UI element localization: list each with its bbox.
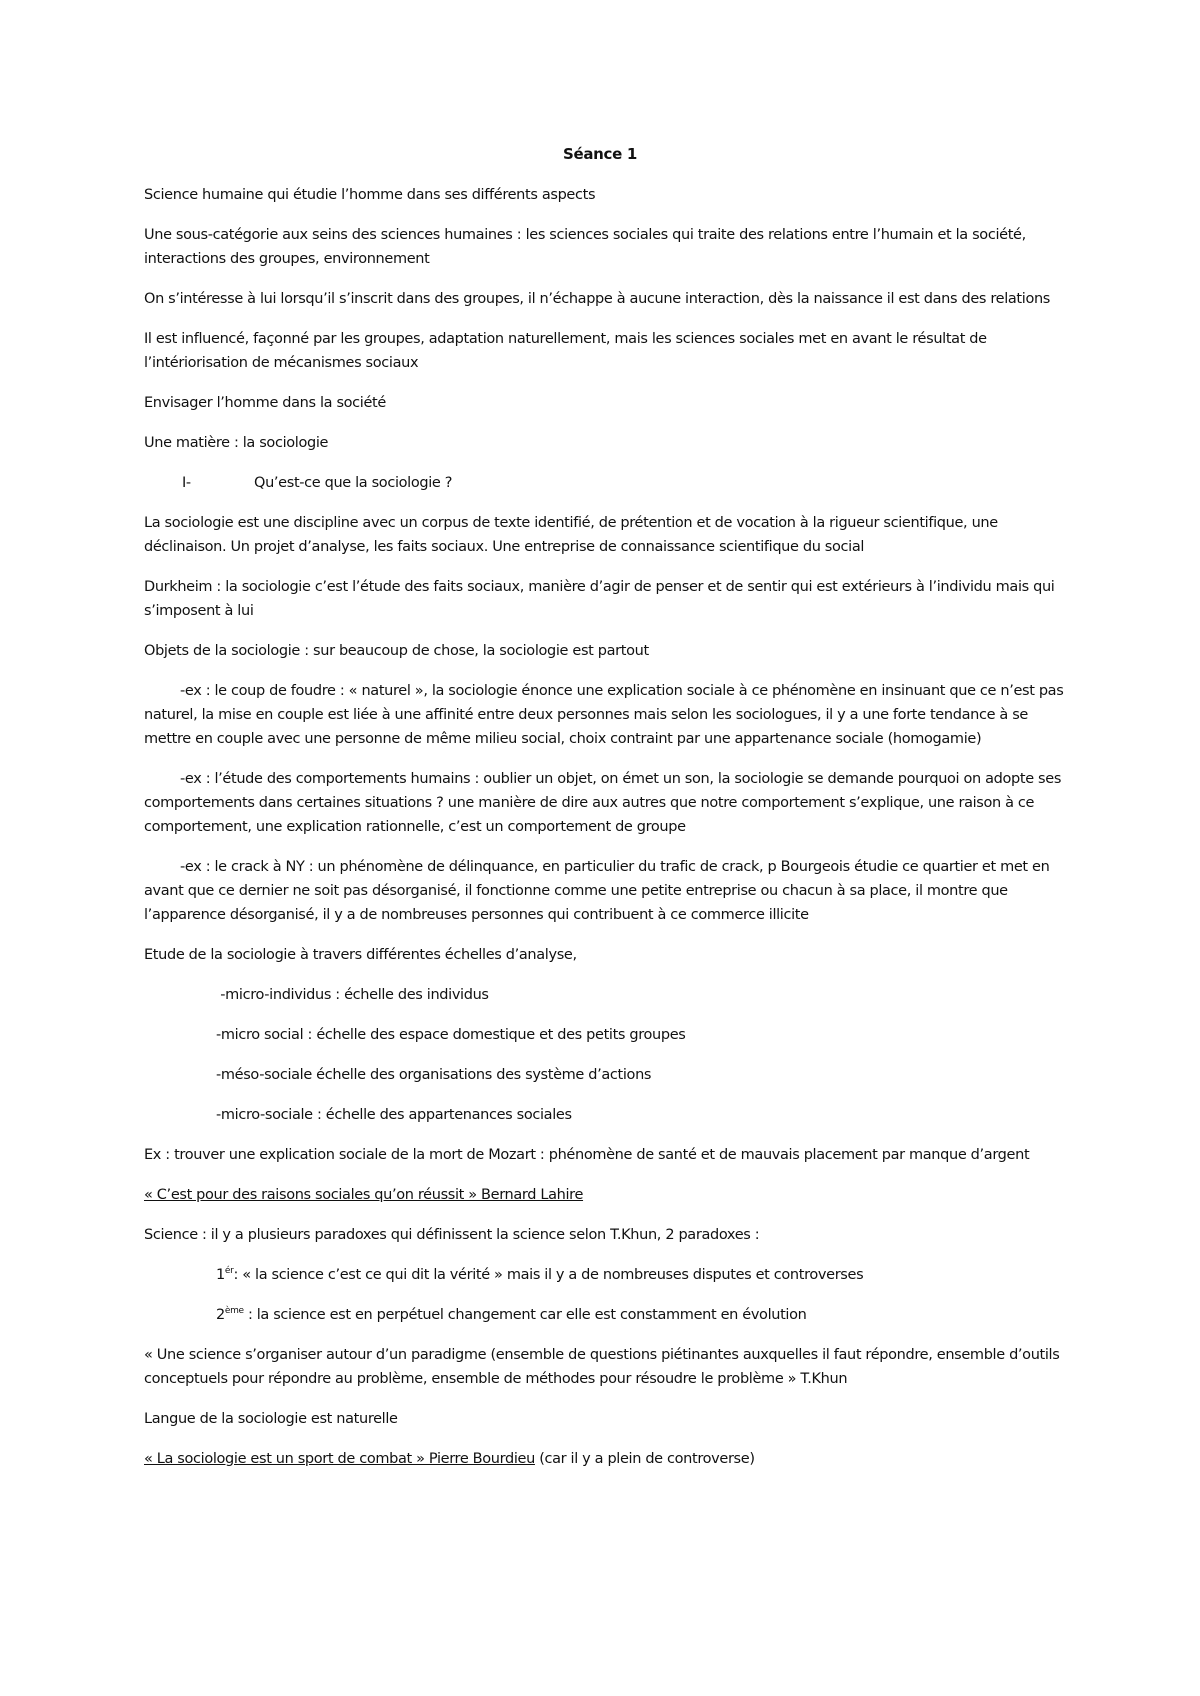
paragraph: « Une science s’organiser autour d’un paradigme (ensemble de questions piétinantes auxquelles il faut répondre, ensemble d’outils conceptuels pour répondre au problème, ensemble de méthodes pour résoudre le problème » T.Khun	[144, 1347, 1060, 1387]
example-paragraph: -ex : le coup de foudre : « naturel », la sociologie énonce une explication sociale à ce phénomène en insinuant que ce n’est pas naturel, la mise en couple est liée à une affinité entre deux personnes mais selon les sociologues, il y a une forte tendance à se mettre en couple avec une personne de même milieu social, choix contraint par une appartenance sociale (homogamie)	[144, 683, 1064, 747]
paragraph: Ex : trouver une explication sociale de la mort de Mozart : phénomène de santé et de mauvais placement par manque d’argent	[144, 1147, 1030, 1163]
quote-lahire: « C’est pour des raisons sociales qu’on réussit » Bernard Lahire	[144, 1187, 584, 1203]
paragraph: Envisager l’homme dans la société	[144, 395, 386, 411]
section-number: I-	[182, 475, 191, 491]
paradox-ordinal: ér	[224, 1266, 234, 1277]
paragraph: Durkheim : la sociologie c’est l’étude des faits sociaux, manière d’agir de penser et de sentir qui est extérieurs à l’individu mais qui s’imposent à lui	[144, 579, 1055, 619]
paragraph: Science : il y a plusieurs paradoxes qui définissent la science selon T.Khun, 2 paradoxes :	[144, 1227, 760, 1243]
document-body	[144, 183, 1064, 1487]
scale-item: -micro-individus : échelle des individus	[216, 987, 489, 1003]
paragraph: Une sous-catégorie aux seins des sciences humaines : les sciences sociales qui traite des relations entre l’humain et la société, interactions des groupes, environnement	[144, 227, 1026, 267]
quote-bourdieu-note: (car il y a plein de controverse)	[534, 1451, 755, 1467]
scale-item: -micro-sociale : échelle des appartenances sociales	[216, 1107, 572, 1123]
paragraph: Langue de la sociologie est naturelle	[144, 1411, 398, 1427]
paragraph: Une matière : la sociologie	[144, 435, 329, 451]
paradox-number: 1	[216, 1267, 225, 1283]
scale-item: -méso-sociale échelle des organisations des système d’actions	[216, 1067, 652, 1083]
paragraph: Science humaine qui étudie l’homme dans ses différents aspects	[144, 187, 596, 203]
section-title: Qu’est-ce que la sociologie ?	[254, 475, 453, 491]
quote-bourdieu-line	[144, 1447, 1064, 1471]
paragraph: La sociologie est une discipline avec un corpus de texte identifié, de prétention et de vocation à la rigueur scientifique, une déclinaison. Un projet d’analyse, les faits sociaux. Une entreprise de connaissance scientifique du social	[144, 515, 998, 555]
section-heading	[144, 471, 1064, 495]
paradox-item	[144, 1263, 1064, 1287]
paradox-text: : la science est en perpétuel changement car elle est constamment en évolution	[243, 1307, 807, 1323]
paradox-ordinal: ème	[224, 1306, 244, 1317]
paragraph: Objets de la sociologie : sur beaucoup de chose, la sociologie est partout	[144, 643, 649, 659]
scale-item: -micro social : échelle des espace domestique et des petits groupes	[216, 1027, 686, 1043]
paradox-number: 2	[216, 1307, 225, 1323]
document-title: Séance 1	[562, 145, 638, 163]
paragraph: On s’intéresse à lui lorsqu’il s’inscrit dans des groupes, il n’échappe à aucune interaction, dès la naissance il est dans des relations	[144, 291, 1051, 307]
example-paragraph: -ex : le crack à NY : un phénomène de délinquance, en particulier du trafic de crack, p Bourgeois étudie ce quartier et met en avant que ce dernier ne soit pas désorganisé, il fonctionne comme une petite entreprise ou chacun à sa place, il montre que l’apparence désorganisé, il y a de nombreuses personnes qui contribuent à ce commerce illicite	[144, 859, 1050, 923]
paragraph: Etude de la sociologie à travers différentes échelles d’analyse,	[144, 947, 577, 963]
paradox-text: : « la science c’est ce qui dit la vérité » mais il y a de nombreuses disputes et controverses	[233, 1267, 864, 1283]
quote-bourdieu: « La sociologie est un sport de combat » Pierre Bourdieu	[144, 1451, 535, 1467]
paragraph: Il est influencé, façonné par les groupes, adaptation naturellement, mais les sciences sociales met en avant le résultat de l’intériorisation de mécanismes sociaux	[144, 331, 987, 371]
example-paragraph: -ex : l’étude des comportements humains : oublier un objet, on émet un son, la sociologie se demande pourquoi on adopte ses comportements dans certaines situations ? une manière de dire aux autres que notre comportement s’explique, une raison à ce comportement, une explication rationnelle, c’est un comportement de groupe	[144, 771, 1062, 835]
paradox-item	[144, 1303, 1064, 1327]
